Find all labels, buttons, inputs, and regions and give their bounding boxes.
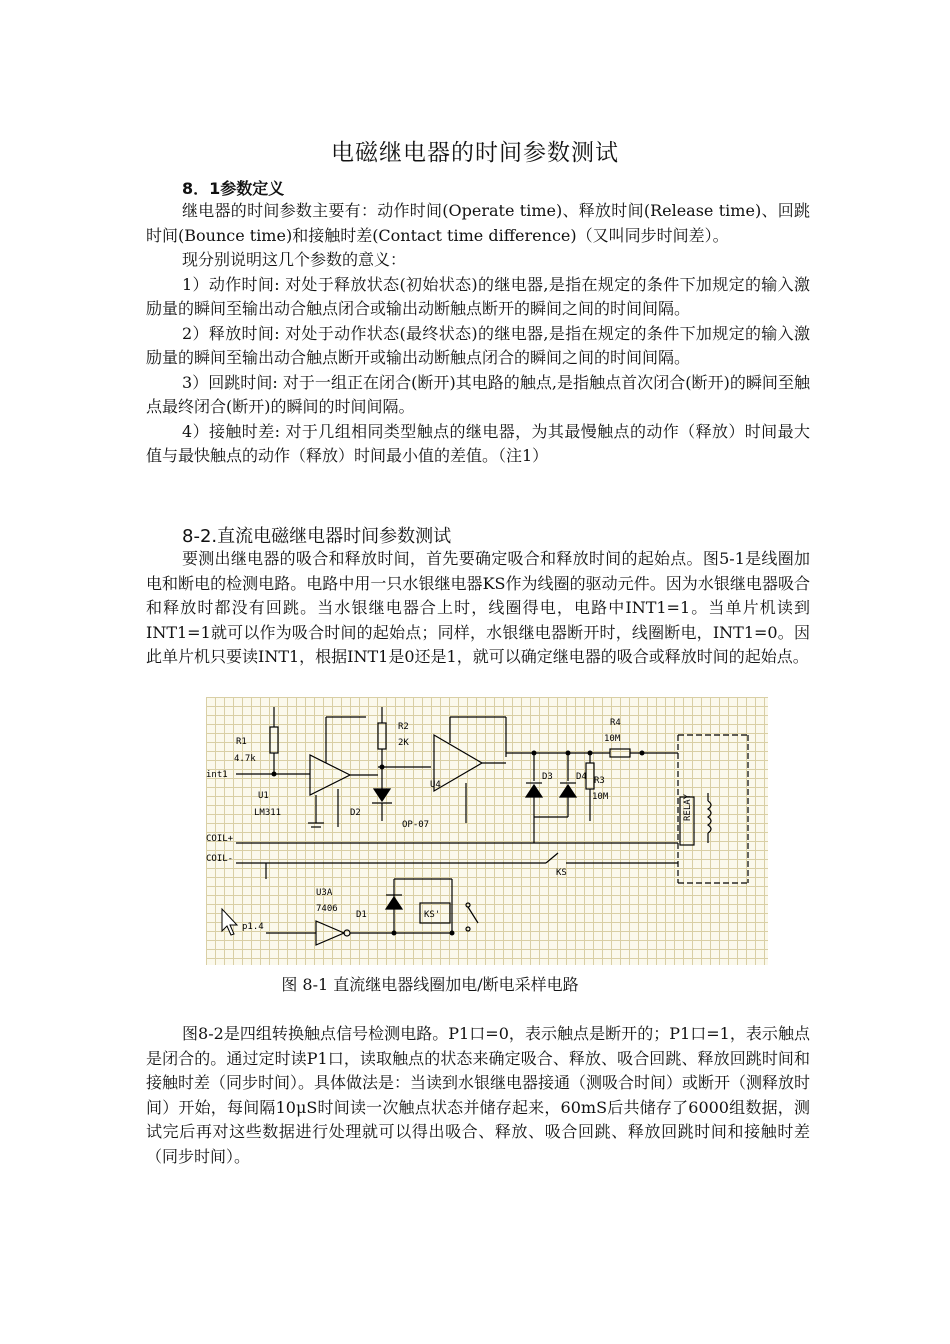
label-r3: R3 <box>594 776 605 786</box>
paragraph: 要测出继电器的吸合和释放时间，首先要确定吸合和释放时间的起始点。图5-1是线圈加电和断电的检测电路。电路中用一只水银继电器KS作为线圈的驱动元件。因为水银继电器吸合和释放时都没有回跳。当水银继电器合上时，线圈得电，电路中INT1=1。当单片机读到INT1=1就可以作为吸合时间的起始点；同样，水银继电器断开时，线圈断电，INT1=0。因此单片机只要读INT1，根据INT1是0还是1，就可以确定继电器的吸合或释放时间的起始点。 <box>146 549 810 666</box>
circuit-diagram-figure <box>206 697 768 965</box>
paragraph: 现分别说明这几个参数的意义： <box>182 250 407 269</box>
resistor-r3-symbol <box>586 763 594 789</box>
label-r1-value: 4.7k <box>234 754 256 764</box>
diode-d3-symbol <box>526 785 542 797</box>
mouse-pointer-icon <box>222 909 237 935</box>
section-parameter-definition-body <box>146 199 810 469</box>
paragraph: 2）释放时间: 对处于动作状态(最终状态)的继电器,是指在规定的条件下加规定的输入激励量的瞬间至输出动合触点断开或输出动断触点闭合的瞬间之间的时间间隔。 <box>146 323 810 367</box>
label-r2: R2 <box>398 722 409 732</box>
resistor-r2-symbol <box>378 723 386 749</box>
label-r3-value: 10M <box>592 792 609 802</box>
diode-d1-symbol <box>386 897 402 909</box>
label-u4: U4 <box>430 780 441 790</box>
label-int1: int1 <box>206 770 228 780</box>
section-heading-parameter-definition: 8．1参数定义 <box>182 179 285 198</box>
relay-coil-symbol <box>708 801 711 833</box>
resistor-r1-symbol <box>270 727 278 753</box>
label-op07: OP-07 <box>402 820 430 830</box>
label-u1: U1 <box>258 791 269 801</box>
paragraph: 继电器的时间参数主要有：动作时间(Operate time)、释放时间(Release time)、回跳时间(Bounce time)和接触时差(Contact time difference)（又叫同步时间差）。 <box>146 201 810 245</box>
label-ks-prime: KS' <box>424 910 441 920</box>
diode-d2-symbol <box>374 789 390 801</box>
label-relay: RELAY <box>683 793 693 821</box>
document-title: 电磁继电器的时间参数测试 <box>331 140 619 166</box>
inverter-u3a-symbol <box>316 921 344 945</box>
label-d1: D1 <box>356 910 367 920</box>
paragraph: 1）动作时间: 对处于释放状态(初始状态)的继电器,是指在规定的条件下加规定的输入激励量的瞬间至输出动合触点闭合或输出动断触点断开的瞬间之间的时间间隔。 <box>146 274 810 318</box>
figure-caption: 图 8-1 直流继电器线圈加电/断电采样电路 <box>281 975 579 994</box>
label-u1-part: LM311 <box>254 808 282 818</box>
section-heading-dc-relay-test: 8-2.直流电磁继电器时间参数测试 <box>182 526 452 547</box>
paragraph: 图8-2是四组转换触点信号检测电路。P1口=0，表示触点是断开的；P1口=1，表示触点是闭合的。通过定时读P1口，读取触点的状态来确定吸合、释放、吸合回跳、释放回跳时间和接触时差（同步时间）。具体做法是：当读到水银继电器接通（测吸合时间）或断开（测释放时间）开始，每间隔10μS时间读一次触点状态并储存起来，60mS后共储存了6000组数据，测试完后再对这些数据进行处理就可以得出吸合、释放、吸合回跳、释放回跳时间和接触时差（同步时间）。 <box>146 1024 811 1166</box>
label-r4-value: 10M <box>604 734 621 744</box>
label-u3a-part: 7406 <box>316 904 338 914</box>
label-r2-value: 2K <box>398 738 409 748</box>
label-d2: D2 <box>350 808 361 818</box>
label-d3: D3 <box>542 772 553 782</box>
opamp-u4-symbol <box>434 735 482 791</box>
label-r1: R1 <box>236 737 247 747</box>
resistor-r4-symbol <box>610 749 630 757</box>
section-dc-relay-test-body <box>146 547 810 670</box>
paragraph: 4）接触时差: 对于几组相同类型触点的继电器，为其最慢触点的动作（释放）时间最大值与最快触点的动作（释放）时间最小值的差值。（注1） <box>146 421 810 465</box>
label-coil-minus: COIL- <box>206 854 234 864</box>
label-coil-plus: COIL+ <box>206 834 234 844</box>
label-p14: p1.4 <box>242 922 264 932</box>
section-contact-detection-body <box>146 1022 810 1169</box>
paragraph: 3）回跳时间: 对于一组正在闭合(断开)其电路的触点,是指触点首次闭合(断开)的瞬间至触点最终闭合(断开)的瞬间的时间间隔。 <box>146 372 810 416</box>
comparator-u1-symbol <box>310 755 350 795</box>
circuit-schematic <box>206 697 768 965</box>
label-r4: R4 <box>610 718 621 728</box>
diode-d4-symbol <box>560 785 576 797</box>
label-d4: D4 <box>576 772 587 782</box>
label-ks: KS <box>556 868 567 878</box>
label-u3a: U3A <box>316 888 333 898</box>
